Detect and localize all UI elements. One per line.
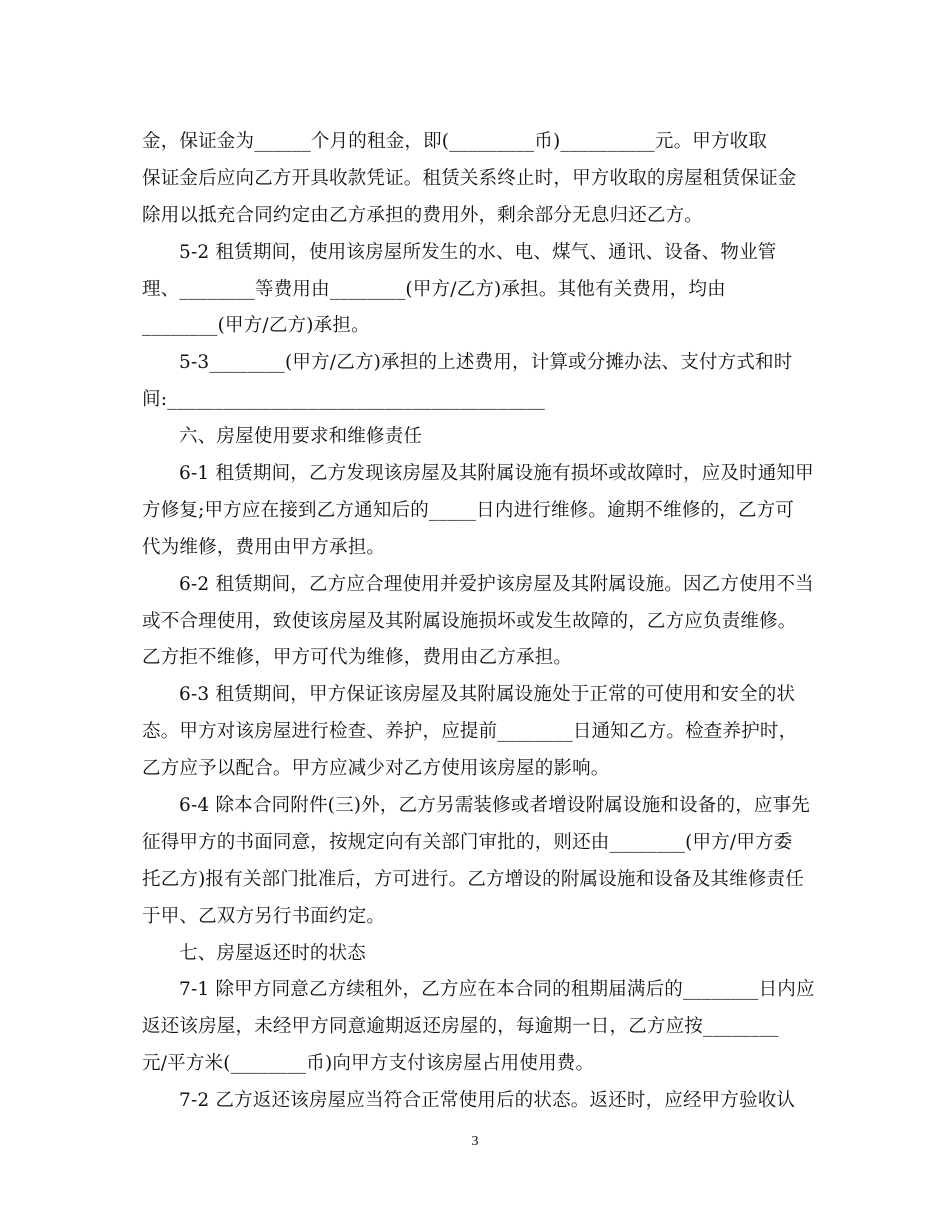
text-line: 七、房屋返还时的状态: [179, 942, 367, 964]
document-body: [142, 124, 815, 1120]
text-line: 金，保证金为______个月的租金，即(_________币)__________元。甲方收取: [142, 131, 768, 152]
text-line: ________(甲方/乙方)承担。: [142, 315, 370, 337]
text-line: 5-2 租赁期间，使用该房屋所发生的水、电、煤气、通讯、设备、物业管: [179, 241, 777, 263]
text-line: 7-1 除甲方同意乙方续租外，乙方应在本合同的租期届满后的________日内应: [179, 979, 815, 1001]
text-line: 乙方拒不维修，甲方可代为维修，费用由乙方承担。: [142, 647, 573, 669]
text-line: 6-3 租赁期间，甲方保证该房屋及其附属设施处于正常的可使用和安全的状: [179, 684, 796, 706]
text-line: 6-4 除本合同附件(三)外，乙方另需装修或者增设附属设施和设备的，应事先: [179, 795, 811, 817]
text-line: 返还该房屋，未经甲方同意逾期返还房屋的，每逾期一日，乙方应按________: [142, 1016, 779, 1038]
page-number: 3: [471, 1134, 479, 1149]
text-line: 托乙方)报有关部门批准后，方可进行。乙方增设的附属设施和设备及其维修责任: [142, 868, 804, 890]
text-line: 代为维修，费用由甲方承担。: [142, 536, 386, 558]
text-line: 6-2 租赁期间，乙方应合理使用并爱护该房屋及其附属设施。因乙方使用不当: [179, 573, 814, 595]
text-line: 或不合理使用，致使该房屋及其附属设施损坏或发生故障的，乙方应负责维修。: [142, 610, 797, 632]
text-line: 元/平方米(________币)向甲方支付该房屋占用使用费。: [142, 1053, 595, 1075]
text-line: 方修复;甲方应在接到乙方通知后的_____日内进行维修。逾期不维修的，乙方可: [142, 499, 795, 521]
text-line: 六、房屋使用要求和维修责任: [179, 426, 423, 448]
text-line: 除用以抵充合同约定由乙方承担的费用外，剩余部分无息归还乙方。: [142, 204, 704, 226]
text-line: 5-3________(甲方/乙方)承担的上述费用，计算或分摊办法、支付方式和时: [179, 352, 793, 374]
text-line: 征得甲方的书面同意，按规定向有关部门审批的，则还由________(甲方/甲方委: [142, 831, 793, 853]
text-line: 理、________等费用由________(甲方/乙方)承担。其他有关费用，均由: [142, 278, 726, 300]
text-line: 保证金后应向乙方开具收款凭证。租赁关系终止时，甲方收取的房屋租赁保证金: [142, 167, 797, 189]
text-line: 6-1 租赁期间，乙方发现该房屋及其附属设施有损坏或故障时，应及时通知甲: [179, 463, 814, 485]
text-line: 间:________________________________________: [142, 389, 546, 411]
text-line: 乙方应予以配合。甲方应减少对乙方使用该房屋的影响。: [142, 758, 610, 780]
text-line: 7-2 乙方返还该房屋应当符合正常使用后的状态。返还时，应经甲方验收认: [179, 1090, 796, 1112]
text-line: 态。甲方对该房屋进行检查、养护，应提前________日通知乙方。检查养护时，: [142, 721, 798, 743]
text-line: 于甲、乙双方另行书面约定。: [142, 905, 386, 927]
